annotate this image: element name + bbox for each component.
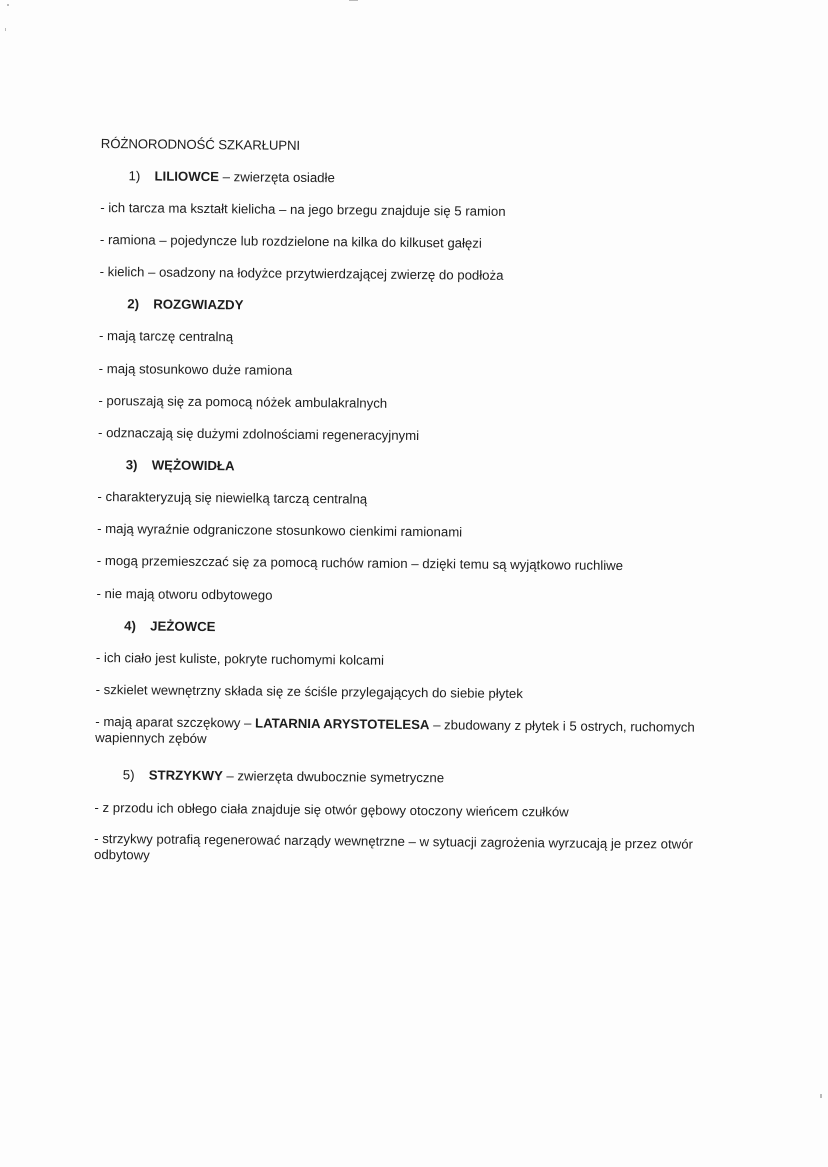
section-heading-rozgwiazdy [127,296,243,313]
section-name: WĘŻOWIDŁA [151,457,235,474]
list-item: - ich ciało jest kuliste, pokryte ruchomymi kolcami [95,649,384,668]
section-number: 5) [122,767,135,783]
list-item: - strzykwy potrafią regenerować narządy wewnętrzne – w sytuacji zagrożenia wyrzucają je przez otwór odbytowy [93,830,694,863]
list-item: - odznaczają się dużymi zdolnościami regeneracyjnymi [98,424,420,444]
section-number: 2) [127,296,140,312]
section-heading-strzykwy [123,767,444,786]
scan-speck [5,28,6,31]
item-text: – zbudowany z płytek i 5 ostrych, ruchomych wapiennych zębów [95,717,695,747]
section-heading-liliowce [128,168,334,186]
list-item: - mają stosunkowo duże ramiona [98,360,293,378]
section-heading-jezowce [124,618,215,635]
document-title: RÓŻNORODNOŚĆ SZKARŁUPNI [100,135,301,153]
list-item: - ich tarcza ma kształt kielicha – na jego brzegu znajduje się 5 ramion [100,199,506,219]
section-suffix: – zwierzęta osiadłe [218,169,335,186]
list-item: - mają tarczę centralną [98,327,234,345]
section-number: 3) [125,457,138,473]
section-heading-wezowidla [126,457,235,474]
section-name: ROZGWIAZDY [153,296,244,313]
list-item: - z przodu ich obłego ciała znajduje się otwór gębowy otoczony wieńcem czułków [94,799,569,820]
list-item: - kielich – osadzony na łodyżce przytwierdzającej zwierzę do podłoża [99,263,504,283]
section-number: 1) [128,168,141,184]
scan-speck [820,1094,822,1098]
scan-speck [7,4,9,6]
latarnia-arystotelesa-term: LATARNIA ARYSTOTELESA [255,715,430,733]
list-item: - szkielet wewnętrzny składa się ze ściśle przylegających do siebie płytek [95,681,523,702]
section-name: STRZYKWY [148,767,223,784]
list-item: - charakteryzują się niewielką tarczą centralną [97,488,368,507]
section-name: JEŻOWCE [150,618,216,635]
scan-speck [349,0,358,1]
list-item-latarnia [95,714,715,752]
item-text: - mają aparat szczękowy – [95,713,256,731]
list-item: - nie mają otworu odbytowego [96,585,273,603]
list-item: - ramiona – pojedyncze lub rozdzielone na kilka do kilkuset gałęzi [99,231,482,251]
document-body [93,128,741,863]
section-number: 4) [124,618,137,634]
list-item: - mogą przemieszczać się za pomocą ruchów ramion – dzięki temu są wyjątkowo ruchliwe [96,552,624,574]
section-name: LILIOWCE [154,168,220,185]
section-suffix: – zwierzęta dwubocznie symetryczne [222,768,445,786]
list-item: - poruszają się za pomocą nóżek ambulakralnych [98,392,388,411]
list-item: - mają wyraźnie odgraniczone stosunkowo cienkimi ramionami [97,520,463,540]
